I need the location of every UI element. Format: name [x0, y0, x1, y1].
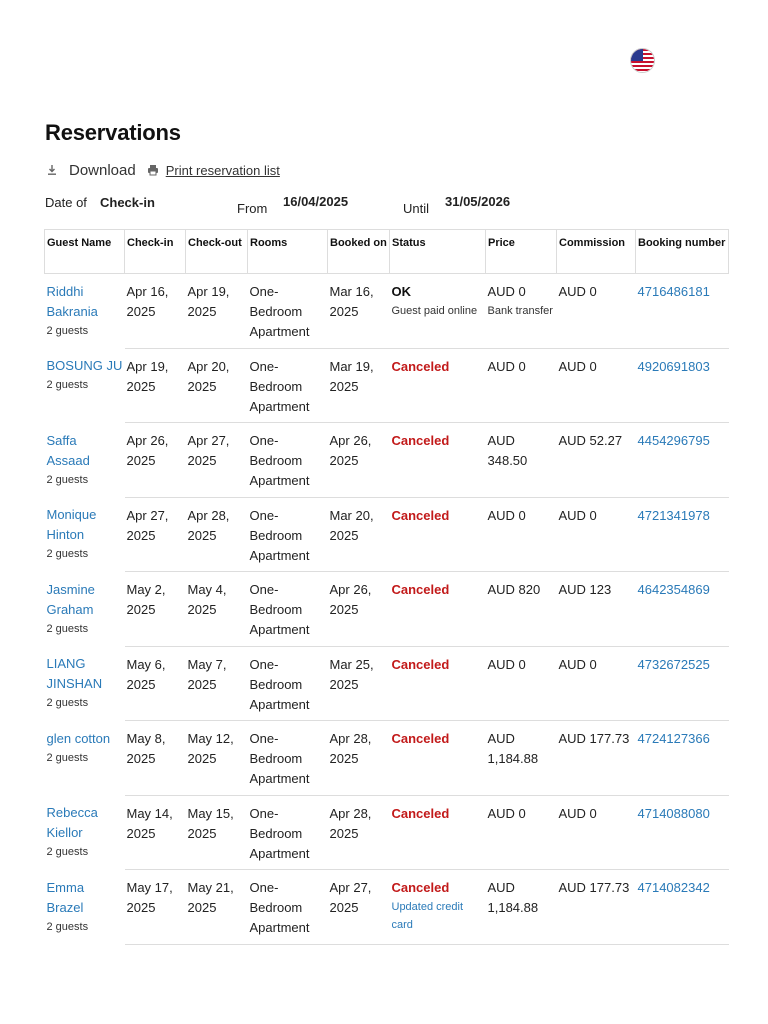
checkin-cell: May 17, 2025: [125, 870, 186, 945]
price-value: AUD 0: [487, 358, 526, 374]
price-value: AUD 1,184.88: [487, 731, 539, 766]
status-cell: [390, 721, 486, 796]
room-cell: One-Bedroom Apartment: [248, 795, 328, 870]
guest-count: 2 guests: [46, 325, 89, 337]
status-cell: [390, 646, 486, 721]
booked-on-cell: Apr 26, 2025: [328, 572, 390, 647]
price-cell: [486, 646, 557, 721]
price-cell: [486, 870, 557, 945]
guest-cell: [45, 572, 125, 647]
booking-number-link[interactable]: 4714088080: [637, 805, 710, 821]
commission-cell: AUD 123: [557, 572, 636, 647]
booking-number-link[interactable]: 4724127366: [637, 731, 710, 746]
guest-count: 2 guests: [46, 548, 89, 560]
commission-cell: AUD 0: [557, 274, 636, 349]
table-row[interactable]: [45, 870, 729, 945]
checkout-cell: May 12, 2025: [186, 721, 248, 796]
table-row[interactable]: [45, 274, 729, 349]
booking-number-cell: [636, 646, 729, 721]
column-header[interactable]: Booked on: [328, 230, 390, 274]
status-badge: OK: [391, 284, 411, 299]
booking-number-cell: [636, 870, 729, 945]
payment-method-note: Bank transfer: [487, 305, 553, 317]
guest-name-link[interactable]: Jasmine Graham: [46, 581, 95, 617]
checkout-cell: Apr 27, 2025: [186, 423, 248, 498]
room-cell: One-Bedroom Apartment: [248, 348, 328, 423]
booked-on-cell: Mar 19, 2025: [328, 348, 390, 423]
price-cell: [486, 274, 557, 349]
booked-on-cell: Apr 28, 2025: [328, 795, 390, 870]
guest-cell: [45, 348, 125, 423]
price-cell: [486, 423, 557, 498]
guest-count: 2 guests: [46, 379, 89, 391]
commission-cell: AUD 177.73: [557, 721, 636, 796]
booking-number-cell: [636, 572, 729, 647]
status-cell: [390, 795, 486, 870]
table-row[interactable]: [45, 721, 729, 796]
table-row[interactable]: [45, 795, 729, 870]
column-header[interactable]: Rooms: [248, 230, 328, 274]
page-title: Reservations: [45, 120, 181, 145]
booking-number-link[interactable]: 4454296795: [637, 433, 710, 448]
guest-cell: [45, 646, 125, 721]
booking-number-cell: [636, 348, 729, 423]
actions-bar: [45, 160, 280, 180]
guest-cell: [45, 870, 125, 945]
price-value: AUD 0: [487, 507, 526, 523]
guest-name-link[interactable]: BOSUNG JU: [46, 358, 123, 373]
booking-number-cell: [636, 721, 729, 796]
room-cell: One-Bedroom Apartment: [248, 274, 328, 349]
guest-count: 2 guests: [46, 697, 89, 709]
booking-number-cell: [636, 795, 729, 870]
checkin-cell: Apr 16, 2025: [125, 274, 186, 349]
checkout-cell: May 21, 2025: [186, 870, 248, 945]
guest-name-link[interactable]: Rebecca Kiellor: [46, 805, 98, 840]
status-note: Updated credit card: [391, 901, 464, 931]
booking-number-link[interactable]: 4732672525: [637, 656, 710, 672]
status-cell: [390, 497, 486, 572]
commission-cell: AUD 52.27: [557, 423, 636, 498]
from-label: From: [237, 201, 268, 216]
price-value: AUD 0: [487, 284, 526, 299]
checkout-cell: May 15, 2025: [186, 795, 248, 870]
checkin-cell: Apr 27, 2025: [125, 497, 186, 572]
price-value: AUD 348.50: [487, 433, 528, 468]
price-value: AUD 1,184.88: [487, 880, 539, 915]
checkout-cell: Apr 28, 2025: [186, 497, 248, 572]
price-value: AUD 820: [487, 582, 541, 597]
status-badge: Canceled: [391, 433, 450, 448]
status-note: Guest paid online: [391, 305, 478, 317]
booking-number-link[interactable]: 4716486181: [637, 284, 710, 299]
room-cell: One-Bedroom Apartment: [248, 572, 328, 647]
guest-name-link[interactable]: LIANG JINSHAN: [46, 656, 103, 691]
guest-count: 2 guests: [46, 920, 89, 933]
status-badge: Canceled: [391, 805, 450, 821]
date-type-select[interactable]: Check-in: [100, 195, 155, 210]
checkout-cell: Apr 20, 2025: [186, 348, 248, 423]
table-row[interactable]: [45, 348, 729, 423]
room-cell: One-Bedroom Apartment: [248, 423, 328, 498]
reservations-table: [44, 229, 729, 945]
commission-cell: AUD 0: [557, 497, 636, 572]
printer-icon[interactable]: [146, 163, 160, 177]
price-cell: [486, 348, 557, 423]
column-header[interactable]: Check-in: [125, 230, 186, 274]
from-date-input[interactable]: 16/04/2025: [283, 194, 349, 209]
status-badge: Canceled: [391, 656, 450, 672]
price-cell: [486, 572, 557, 647]
room-cell: One-Bedroom Apartment: [248, 497, 328, 572]
checkin-cell: May 6, 2025: [125, 646, 186, 721]
booking-number-cell: [636, 497, 729, 572]
column-header[interactable]: Check-out: [186, 230, 248, 274]
room-cell: One-Bedroom Apartment: [248, 721, 328, 796]
guest-name-link[interactable]: Monique Hinton: [46, 507, 97, 542]
guest-count: 2 guests: [46, 751, 89, 764]
guest-name-link[interactable]: Saffa Assaad: [46, 432, 90, 468]
guest-cell: [45, 721, 125, 796]
booking-number-link[interactable]: 4721341978: [637, 507, 710, 523]
guest-name-link[interactable]: Riddhi Bakrania: [46, 284, 98, 319]
status-badge: Canceled: [391, 880, 450, 895]
checkin-cell: Apr 26, 2025: [125, 423, 186, 498]
table-row[interactable]: [45, 646, 729, 721]
column-header[interactable]: Status: [390, 230, 486, 274]
date-filter-row: [45, 194, 765, 220]
status-cell: [390, 423, 486, 498]
price-value: AUD 0: [487, 656, 526, 672]
table-row[interactable]: [45, 497, 729, 572]
price-cell: [486, 795, 557, 870]
checkout-cell: May 7, 2025: [186, 646, 248, 721]
status-badge: Canceled: [391, 507, 450, 523]
download-button[interactable]: Download: [69, 161, 136, 179]
guest-count: 2 guests: [46, 846, 89, 858]
booking-number-link[interactable]: 4920691803: [637, 358, 710, 374]
checkout-cell: Apr 19, 2025: [186, 274, 248, 349]
status-badge: Canceled: [391, 582, 450, 597]
column-header[interactable]: Commission: [557, 230, 636, 274]
status-cell: [390, 348, 486, 423]
guest-name-link[interactable]: Emma Brazel: [46, 879, 85, 915]
status-badge: Canceled: [391, 358, 450, 374]
checkin-cell: Apr 19, 2025: [125, 348, 186, 423]
booked-on-cell: Apr 26, 2025: [328, 423, 390, 498]
guest-cell: [45, 497, 125, 572]
booked-on-cell: Mar 25, 2025: [328, 646, 390, 721]
checkin-cell: May 2, 2025: [125, 572, 186, 647]
price-cell: [486, 721, 557, 796]
booking-number-cell: [636, 274, 729, 349]
status-cell: [390, 870, 486, 945]
date-of-label: Date of: [45, 195, 87, 210]
price-cell: [486, 497, 557, 572]
room-cell: One-Bedroom Apartment: [248, 870, 328, 945]
table-row[interactable]: [45, 423, 729, 498]
status-cell: [390, 572, 486, 647]
checkin-cell: May 8, 2025: [125, 721, 186, 796]
status-badge: Canceled: [391, 731, 450, 746]
room-cell: One-Bedroom Apartment: [248, 646, 328, 721]
table-header-row: [45, 230, 729, 274]
table-row[interactable]: [45, 572, 729, 647]
commission-cell: AUD 177.73: [557, 870, 636, 945]
guest-cell: [45, 423, 125, 498]
booked-on-cell: Mar 16, 2025: [328, 274, 390, 349]
guest-cell: [45, 274, 125, 349]
print-reservation-list-link[interactable]: Print reservation list: [165, 162, 280, 178]
guest-count: 2 guests: [46, 473, 89, 486]
until-label: Until: [403, 201, 430, 216]
booking-number-cell: [636, 423, 729, 498]
booked-on-cell: Mar 20, 2025: [328, 497, 390, 572]
download-icon[interactable]: [45, 163, 59, 177]
until-date-input[interactable]: 31/05/2026: [445, 194, 511, 209]
guest-cell: [45, 795, 125, 870]
booking-number-link[interactable]: 4714082342: [637, 880, 710, 895]
commission-cell: AUD 0: [557, 348, 636, 423]
commission-cell: AUD 0: [557, 646, 636, 721]
status-cell: [390, 274, 486, 349]
commission-cell: AUD 0: [557, 795, 636, 870]
us-flag-icon[interactable]: [630, 48, 655, 73]
column-header[interactable]: Price: [486, 230, 557, 274]
checkin-cell: May 14, 2025: [125, 795, 186, 870]
booked-on-cell: Apr 28, 2025: [328, 721, 390, 796]
price-value: AUD 0: [487, 805, 526, 821]
booking-number-link[interactable]: 4642354869: [637, 582, 710, 597]
guest-name-link[interactable]: glen cotton: [46, 730, 111, 746]
column-header[interactable]: Guest Name: [45, 230, 125, 274]
booked-on-cell: Apr 27, 2025: [328, 870, 390, 945]
column-header[interactable]: Booking number: [636, 230, 729, 274]
checkout-cell: May 4, 2025: [186, 572, 248, 647]
guest-count: 2 guests: [46, 622, 89, 635]
